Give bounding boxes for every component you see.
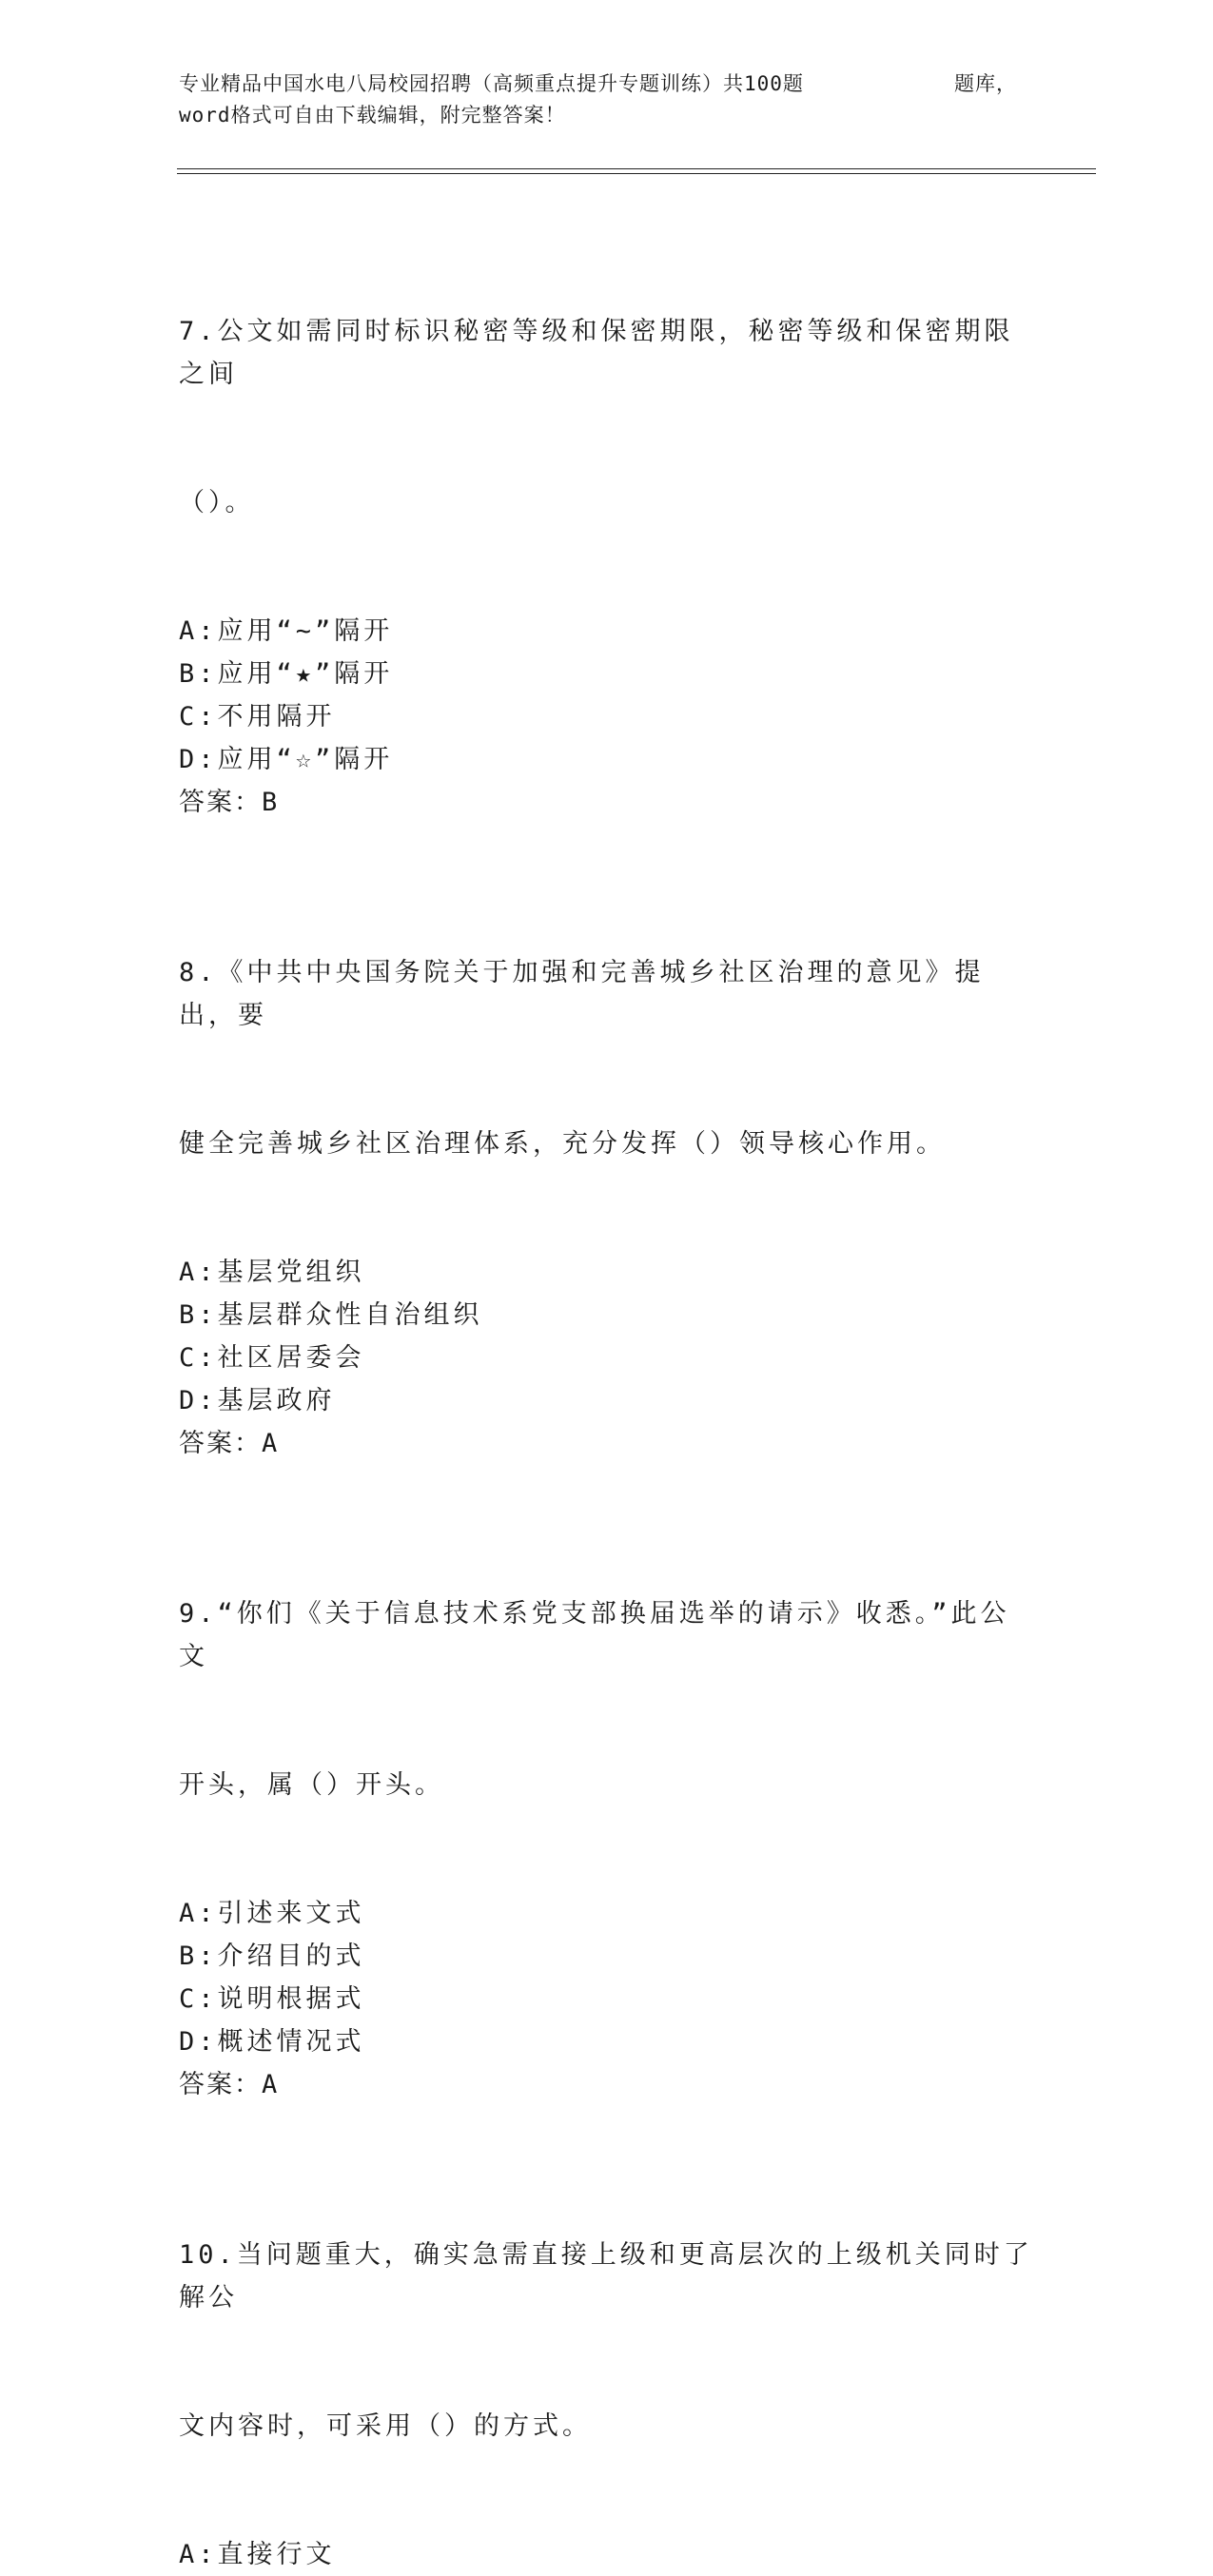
document-header (179, 68, 1016, 131)
question-stem (179, 1507, 1035, 1892)
option-b: B:介绍目的式 (179, 1942, 365, 1971)
option-b: B:基层群众性自治组织 (179, 1300, 483, 1330)
question-list (179, 224, 1035, 2576)
question-stem-line: 健全完善城乡社区治理体系，充分发挥（）领导核心作用。 (179, 1129, 946, 1159)
option-a: A:直接行文 (179, 2540, 336, 2569)
option-c: C:社区居委会 (179, 1343, 365, 1373)
header-subtitle: word格式可自由下载编辑，附完整答案！ (179, 104, 566, 127)
question-stem-line: 9.“你们《关于信息技术系党支部换届选举的请示》收悉。”此公文 (179, 1599, 1010, 1671)
option-a: A:引述来文式 (179, 1899, 365, 1928)
question-10 (179, 2148, 1035, 2576)
question-stem-line: 开头，属（）开头。 (179, 1770, 444, 1800)
question-spacer (179, 824, 1035, 866)
answer: 答案：A (179, 1429, 280, 1458)
question-8 (179, 866, 1035, 1465)
question-stem-line: 10.当问题重大，确实急需直接上级和更高层次的上级机关同时了解公 (179, 2240, 1033, 2313)
answer: 答案：A (179, 2070, 280, 2099)
question-spacer (179, 2106, 1035, 2148)
option-d: D:概述情况式 (179, 2027, 365, 2057)
header-rule-top (177, 168, 1096, 169)
question-stem-line: 7.公文如需同时标识秘密等级和保密期限，秘密等级和保密期限之间 (179, 317, 1014, 389)
question-stem (179, 866, 1035, 1251)
option-d: D:应用“☆”隔开 (179, 745, 394, 774)
option-a: A:应用“~”隔开 (179, 616, 394, 646)
option-b: B:应用“★”隔开 (179, 659, 394, 689)
header-rule-bottom (177, 173, 1096, 174)
question-spacer (179, 1465, 1035, 1507)
question-stem (179, 224, 1035, 610)
question-stem-line: （）。 (179, 488, 255, 517)
question-7 (179, 224, 1035, 824)
question-stem-line: 8.《中共中央国务院关于加强和完善城乡社区治理的意见》提出，要 (179, 958, 985, 1030)
question-stem (179, 2148, 1035, 2533)
option-a: A:基层党组织 (179, 1258, 365, 1287)
header-title-suffix: 题库， (954, 72, 1017, 95)
option-c: C:说明根据式 (179, 1984, 365, 2014)
question-stem-line: 文内容时，可采用（）的方式。 (179, 2411, 592, 2441)
header-line-1 (179, 68, 1016, 100)
option-d: D:基层政府 (179, 1386, 336, 1415)
answer: 答案：B (179, 788, 280, 817)
question-9 (179, 1507, 1035, 2106)
option-c: C:不用隔开 (179, 702, 336, 732)
header-title: 专业精品中国水电八局校园招聘（高频重点提升专题训练）共100题 (179, 72, 804, 95)
